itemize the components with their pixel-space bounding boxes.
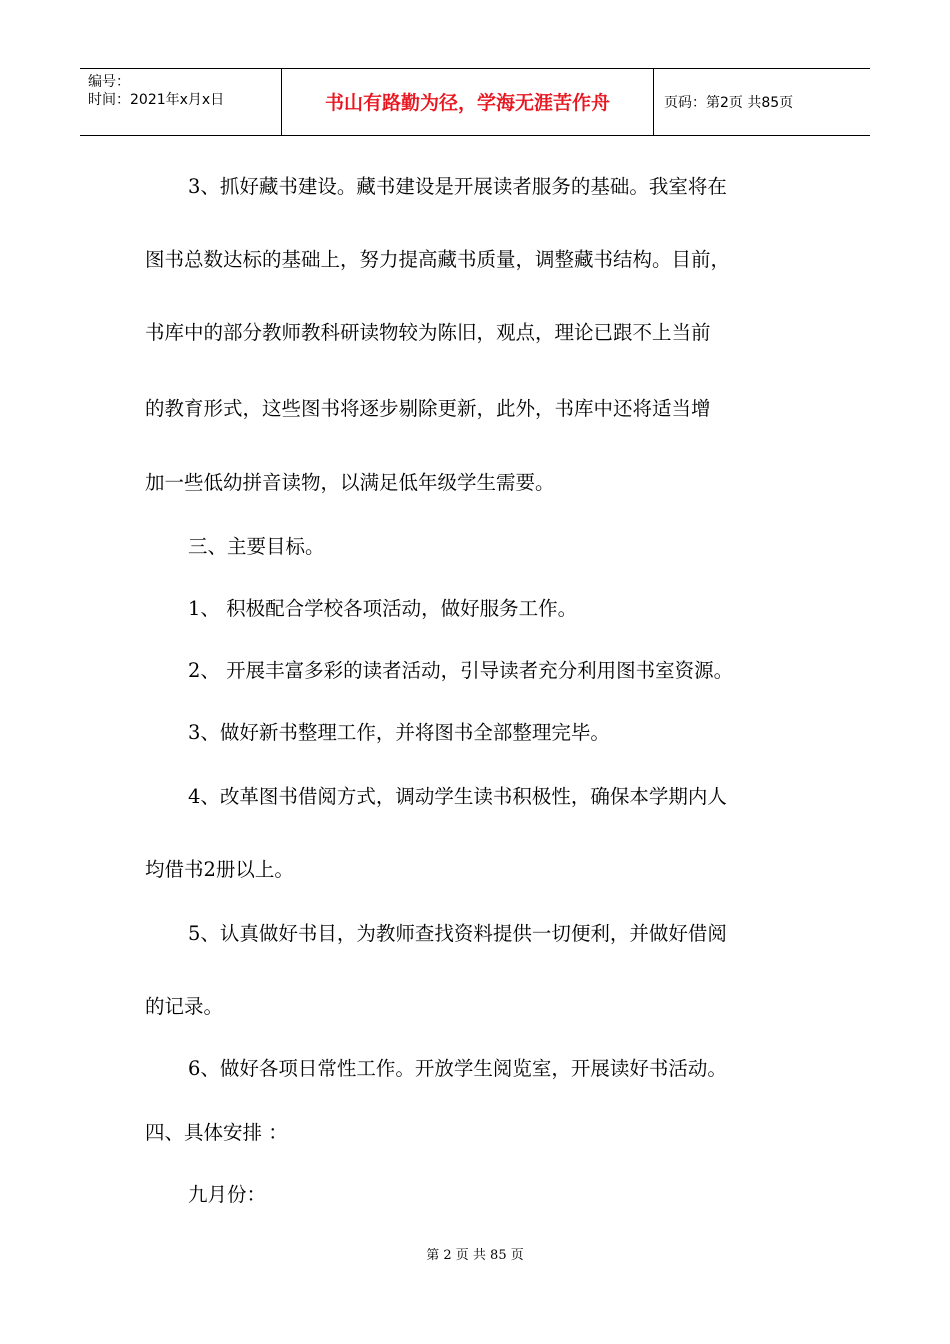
paragraph-line: 3、做好新书整理工作，并将图书全部整理完毕。 (188, 721, 610, 744)
page-footer: 第 2 页 共 85 页 (426, 1248, 524, 1263)
paragraph-line: 均借书2册以上。 (145, 858, 294, 881)
paragraph-line: 5、认真做好书目，为教师查找资料提供一切便利，并做好借阅 (188, 922, 727, 945)
page-header (80, 68, 870, 136)
paragraph-line: 加一些低幼拼音读物，以满足低年级学生需要。 (145, 471, 555, 494)
paragraph-line: 的记录。 (145, 995, 224, 1018)
header-page-code: 页码：第2页 共85页 (664, 95, 794, 111)
document-number-label: 编号： (88, 74, 130, 90)
paragraph-line: 4、改革图书借阅方式，调动学生读书积极性，确保本学期内人 (188, 785, 727, 808)
header-page-cell (654, 69, 870, 135)
section-heading: 三、主要目标。 (188, 535, 325, 558)
header-info-cell (80, 69, 282, 135)
paragraph-line: 3、抓好藏书建设。藏书建设是开展读者服务的基础。我室将在 (188, 175, 727, 198)
document-time-label: 时间：2021年x月x日 (88, 92, 225, 108)
paragraph-line: 1、 积极配合学校各项活动，做好服务工作。 (188, 597, 578, 620)
paragraph-line: 九月份： (188, 1183, 267, 1206)
paragraph-line: 6、做好各项日常性工作。开放学生阅览室，开展读好书活动。 (188, 1057, 727, 1080)
paragraph-line: 书库中的部分教师教科研读物较为陈旧，观点，理论已跟不上当前 (145, 321, 711, 344)
paragraph-line: 图书总数达标的基础上，努力提高藏书质量，调整藏书结构。目前， (145, 248, 731, 271)
header-motto: 书山有路勤为径，学海无涯苦作舟 (324, 92, 610, 114)
paragraph-line: 2、 开展丰富多彩的读者活动，引导读者充分利用图书室资源。 (188, 659, 734, 682)
section-heading: 四、具体安排 ： (145, 1121, 288, 1144)
header-motto-cell (282, 69, 654, 135)
paragraph-line: 的教育形式，这些图书将逐步剔除更新，此外，书库中还将适当增 (145, 397, 711, 420)
